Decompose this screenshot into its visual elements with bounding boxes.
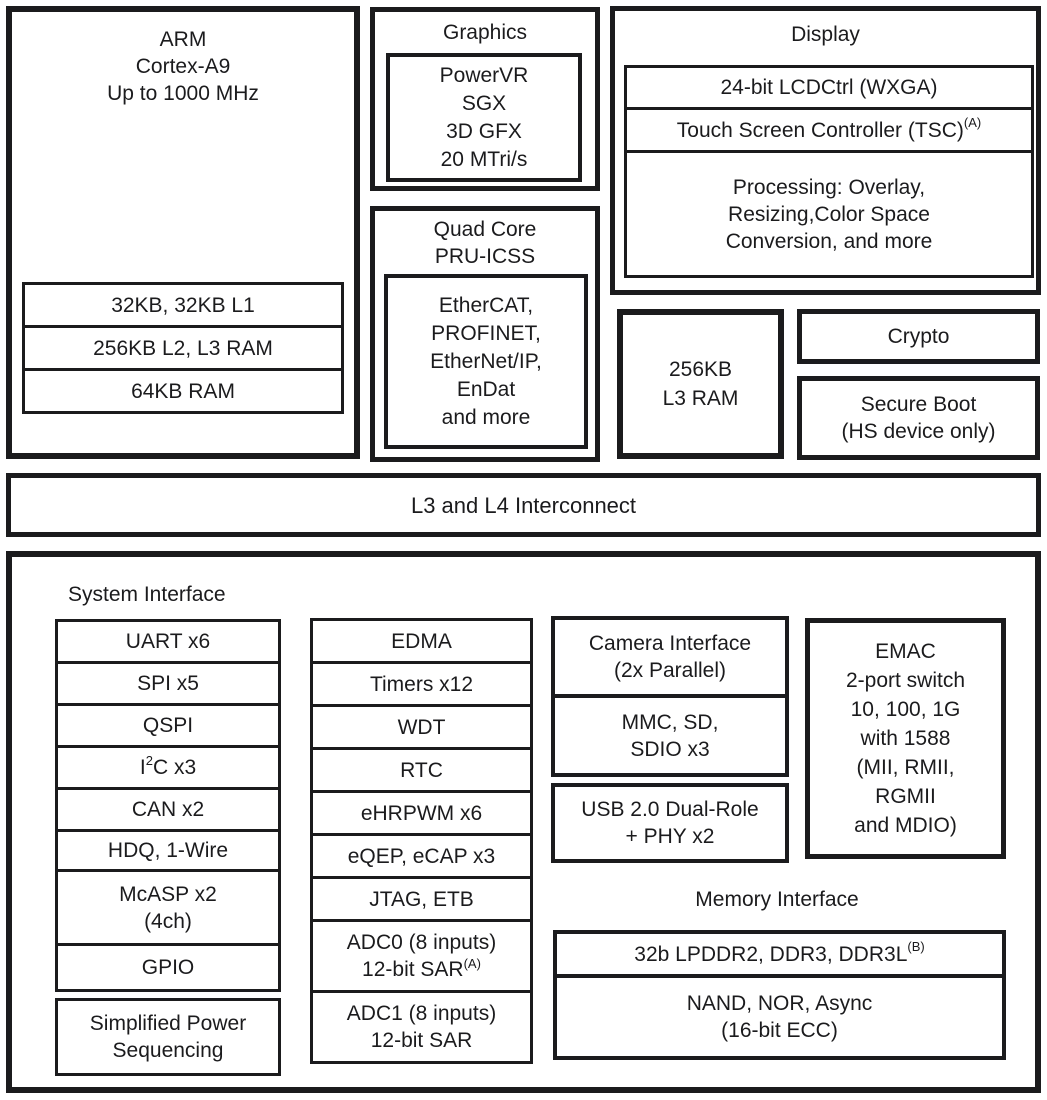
gpu-line: 20 MTri/s [440, 147, 528, 171]
i2c-box [55, 745, 281, 790]
adc0-line: ADC0 (8 inputs) [346, 931, 497, 954]
usb-line: + PHY x2 [625, 825, 715, 848]
ehrpwm-box: eHRPWM x6 [310, 790, 533, 836]
arm-64kb-ram-box: 64KB RAM [22, 368, 344, 414]
adc1-box [310, 990, 533, 1064]
mmc-line: SDIO x3 [630, 737, 710, 761]
processing-line: Processing: Overlay, [732, 175, 926, 199]
system-interface-col1 [55, 619, 281, 1076]
display-stack [624, 65, 1034, 278]
system-interface-col3 [551, 616, 789, 863]
secure-boot-block [797, 376, 1040, 460]
secure-boot-line: (HS device only) [841, 420, 996, 443]
system-interface-label: System Interface [68, 583, 226, 606]
pru-title-line: PRU-ICSS [434, 245, 536, 268]
adc1-line: 12-bit SAR [370, 1029, 473, 1052]
arm-title-line: ARM [159, 28, 207, 51]
pru-protocol-line: EtherCAT, [438, 293, 534, 317]
camera-interface-box [551, 616, 789, 698]
gpu-line: PowerVR [439, 63, 529, 87]
display-block [610, 6, 1041, 295]
nand-line: NAND, NOR, Async [686, 992, 873, 1015]
adc1-line: ADC1 (8 inputs) [346, 1002, 497, 1025]
adc0-line [362, 956, 481, 983]
mcasp-line: McASP x2 [119, 882, 217, 906]
i2c-prefix: I [139, 756, 146, 779]
lcd-controller-box: 24-bit LCDCtrl (WXGA) [624, 65, 1034, 110]
rtc-box: RTC [310, 747, 533, 793]
l3-ram-block [617, 309, 784, 459]
usb-box [551, 783, 789, 863]
eqep-ecap-box: eQEP, eCAP x3 [310, 833, 533, 879]
arm-l1-cache-box: 32KB, 32KB L1 [22, 282, 344, 328]
power-sequencing-box [55, 998, 281, 1076]
pru-title-line: Quad Core [433, 218, 537, 241]
camera-line: Camera Interface [588, 632, 752, 655]
arm-title-line: Cortex-A9 [135, 55, 231, 78]
mmc-line: MMC, SD, [621, 710, 719, 734]
peripherals-block [6, 551, 1041, 1093]
gpu-line: 3D GFX [446, 119, 522, 143]
arm-l2-l3-box: 256KB L2, L3 RAM [22, 325, 344, 371]
memory-interface-label: Memory Interface [695, 888, 859, 911]
mcasp-line: (4ch) [144, 909, 192, 933]
emac-line: EMAC [875, 640, 936, 663]
power-sequencing-line: Simplified Power [89, 1012, 247, 1035]
graphics-title: Graphics [442, 21, 528, 44]
adc0-box [310, 919, 533, 993]
processing-line: Conversion, and more [725, 229, 933, 253]
display-title: Display [791, 23, 860, 46]
uart-box: UART x6 [55, 619, 281, 664]
power-sequencing-line: Sequencing [112, 1039, 224, 1062]
mcasp-box [55, 869, 281, 946]
emac-line: RGMII [875, 785, 936, 808]
emac-line: with 1588 [860, 727, 951, 750]
pru-protocol-line: and more [441, 405, 531, 429]
adc0-sar-label: 12-bit SAR [362, 958, 464, 981]
pru-protocols-box [384, 274, 588, 449]
graphics-block [370, 7, 600, 191]
nand-nor-box [553, 974, 1006, 1060]
arm-memory-stack [22, 282, 344, 414]
i2c-sup: 2 [145, 753, 153, 768]
crypto-block: Crypto [797, 309, 1040, 364]
ddr-controller-box [553, 930, 1006, 978]
graphics-gpu-box [386, 53, 582, 182]
jtag-etb-box: JTAG, ETB [310, 876, 533, 922]
system-interface-col2 [310, 618, 533, 1064]
ddr-label: 32b LPDDR2, DDR3, DDR3L [634, 942, 908, 966]
usb-line: USB 2.0 Dual-Role [581, 798, 759, 821]
interconnect-bar: L3 and L4 Interconnect [6, 473, 1041, 537]
mmc-sd-box [551, 694, 789, 777]
gpio-box: GPIO [55, 943, 281, 992]
pru-title [375, 216, 595, 270]
emac-line: 10, 100, 1G [850, 698, 961, 721]
nand-line: (16-bit ECC) [721, 1019, 838, 1042]
timers-box: Timers x12 [310, 661, 533, 707]
arm-title-line: Up to 1000 MHz [107, 82, 259, 105]
pru-protocol-line: EnDat [456, 377, 516, 401]
emac-line: (MII, RMII, [856, 756, 955, 779]
emac-block [805, 618, 1006, 859]
pru-icss-block [370, 206, 600, 462]
camera-line: (2x Parallel) [613, 659, 727, 682]
pru-protocol-line: EtherNet/IP, [430, 349, 542, 373]
gpu-line: SGX [461, 91, 507, 115]
touch-screen-controller-box [624, 107, 1034, 153]
display-processing-box [624, 150, 1034, 278]
can-box: CAN x2 [55, 787, 281, 832]
ddr-footnote-sup: (B) [907, 938, 925, 954]
arm-subsystem-block [6, 6, 360, 459]
emac-line: and MDIO) [854, 814, 957, 837]
emac-line: 2-port switch [845, 669, 966, 692]
tsc-footnote-sup: (A) [963, 114, 982, 130]
hdq-1wire-box: HDQ, 1-Wire [55, 829, 281, 872]
spi-box: SPI x5 [55, 661, 281, 706]
adc0-footnote-sup: (A) [463, 956, 481, 971]
memory-interface-stack [553, 930, 1006, 1060]
arm-title [12, 26, 354, 107]
l3-ram-line: 256KB [668, 358, 733, 381]
l3-ram-line: L3 RAM [662, 387, 739, 410]
pru-protocol-line: PROFINET, [431, 321, 541, 345]
qspi-box: QSPI [55, 703, 281, 748]
processing-line: Resizing,Color Space [728, 202, 930, 226]
edma-box: EDMA [310, 618, 533, 664]
secure-boot-line: Secure Boot [860, 393, 977, 416]
tsc-label: Touch Screen Controller (TSC) [676, 118, 964, 142]
i2c-suffix: C x3 [152, 756, 197, 779]
wdt-box: WDT [310, 704, 533, 750]
